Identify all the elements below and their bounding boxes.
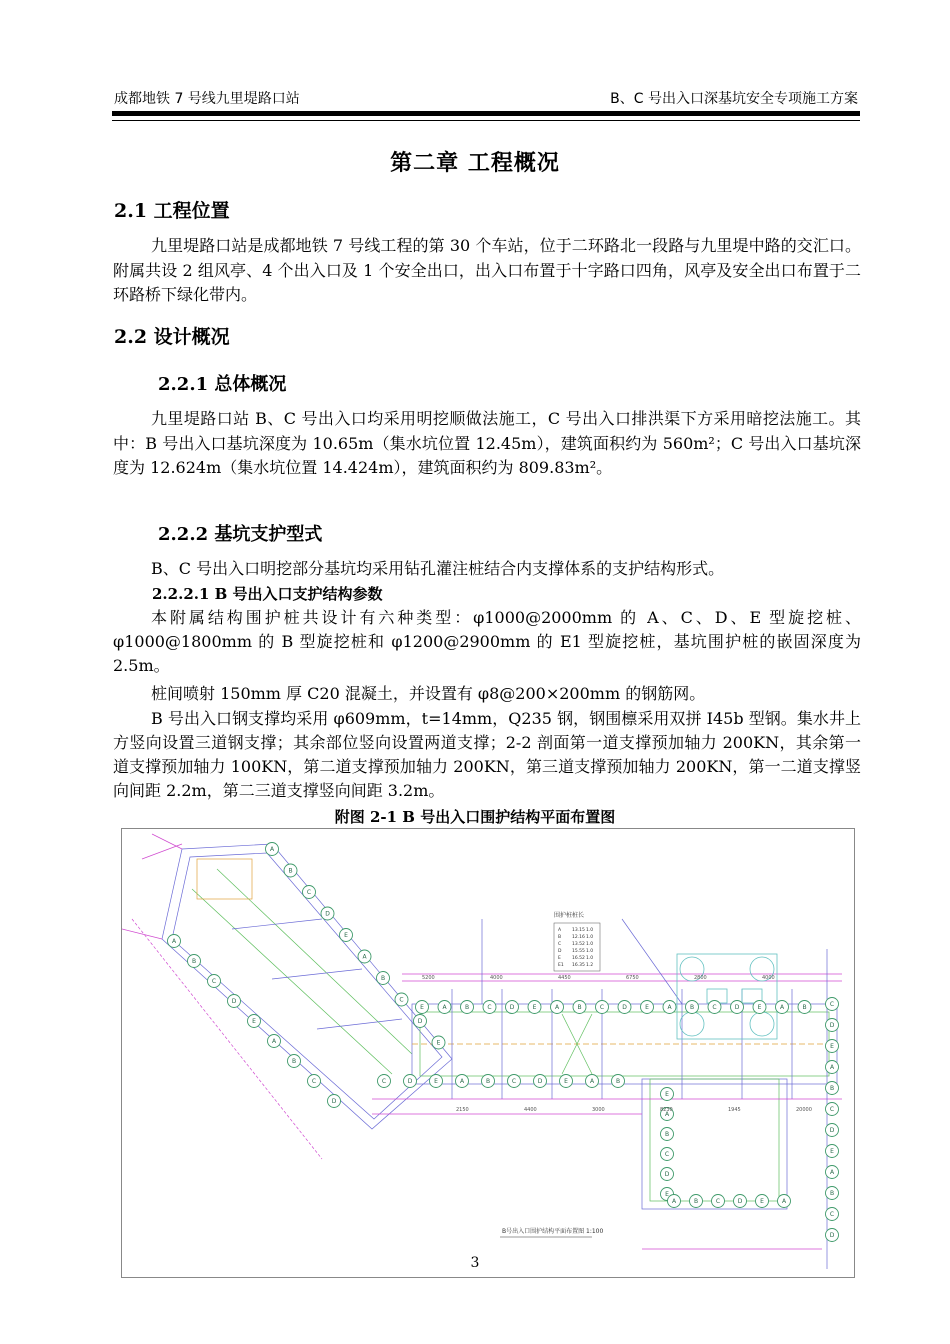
dimension-label: 4400 [524,1107,537,1113]
section-2-2-title: 2.2 设计概况 [114,326,230,348]
pile-label: E [344,932,348,940]
pile-table-cell: 16.52 [572,956,585,961]
pile-label: E [757,1004,762,1012]
pile-label: D [829,1232,835,1240]
pile-table-cell: 1.0 [586,935,594,940]
pile-label: B [288,867,293,875]
pile-label: C [599,1004,605,1012]
pile-label: B [464,1004,470,1012]
pile-label: D [417,1018,423,1026]
pile-label: D [509,1004,515,1012]
section-2-2-2-title: 2.2.2 基坑支护型式 [158,524,323,545]
section-2-2-2-paragraph: B、C 号出入口明挖部分基坑均采用钻孔灌注桩结合内支撑体系的支护结构形式。 [151,559,725,578]
dimension-label: 3000 [592,1107,605,1113]
pile-label: A [664,1111,670,1119]
page-number: 3 [470,1255,480,1271]
pile-label: B [829,1085,835,1093]
pile-label: C [829,1211,835,1219]
pile-label: D [331,1098,337,1106]
pile-label: E [645,1004,649,1012]
pile-label: A [459,1078,465,1086]
pile-table-cell: 13.52 [572,942,585,947]
pile-table-title: 围护桩桩长 [554,912,585,919]
pile-label: B [615,1078,621,1086]
pile-table-cell: 16.35 [572,963,585,968]
pile-label: B [485,1078,491,1086]
pile-label: B [291,1058,297,1066]
dimension-label: 20000 [796,1107,812,1113]
section-2-1-title: 2.1 工程位置 [114,200,230,222]
pile-table-cell: A [558,928,562,933]
pile-label: A [829,1169,835,1177]
pile-label: E [564,1078,568,1086]
pile-label: D [231,998,237,1006]
section-2-2-1-title: 2.2.1 总体概况 [158,374,287,395]
figure-caption: 附图 2-1 B 号出入口围护结构平面布置图 [334,808,616,826]
pile-label: C [381,1078,387,1086]
cad-drawing [121,828,855,1278]
pile-label: C [306,889,312,897]
pile-label: D [829,1022,835,1030]
pile-label: D [737,1198,743,1206]
pile-label: A [829,1064,835,1072]
section-2-2-2-1-para1: 本附属结构围护桩共设计有六种类型：φ1000@2000mm 的 A、C、D、E 型旋挖桩、φ1000@1800mm 的 B 型旋挖桩和 φ1200@2900mm 的 E1 型旋挖桩，基坑围护桩的嵌固深度为 2.5m。 [113,608,861,675]
pile-table-cell: 1.0 [586,949,594,954]
pile-label: C [664,1151,670,1159]
pile-label: B [802,1004,807,1012]
pile-label: A [362,953,367,961]
pile-label: B [577,1004,582,1012]
header-rule-thin [112,120,860,121]
pile-label: E [532,1004,537,1012]
header-rule-thick [112,111,860,116]
pile-table-cell: 1.0 [586,956,594,961]
cad-drawing-svg [122,829,854,1277]
pile-label: D [829,1127,835,1135]
chapter-title: 第二章 工程概况 [390,150,560,176]
pile-table-cell: B [558,935,562,940]
pile-label: A [442,1004,447,1012]
pile-label: B [380,975,386,983]
pile-label: E [830,1043,834,1051]
pile-label: C [715,1198,721,1206]
drawing-title: B号出入口围护结构平面布置图 1:100 [502,1228,604,1235]
pile-label: C [829,1001,835,1009]
pile-label: D [407,1078,413,1086]
pile-group [168,843,839,1242]
pile-label: A [589,1078,595,1086]
pile-label: E [434,1078,438,1086]
pile-label: E [436,1039,441,1047]
pile-label: E [830,1148,834,1156]
dimension-label: 6750 [626,975,639,981]
vent-shafts [677,954,777,1039]
pile-table-cell: C [558,942,562,947]
pile-table-cell: 1.2 [586,963,594,968]
pile-table-cell: 1.0 [586,942,594,947]
main-corridor [372,919,842,1269]
pile-label: C [511,1078,517,1086]
pile-label: B [191,958,197,966]
pile-label: E [665,1091,669,1099]
pile-label: D [325,910,330,918]
pile-table-cell: 15.55 [572,949,585,954]
header-left: 成都地铁 7 号线九里堤路口站 [114,91,300,107]
pile-table [554,911,600,971]
section-2-2-2-1-para3: B 号出入口钢支撑均采用 φ609mm，t=14mm，Q235 钢，钢围檩采用双拼 I45b 型钢。集水井上方竖向设置三道钢支撑；其余部位竖向设置两道支撑；2-2 剖面第一道支撑预加轴力 200KN，其余第一道支撑预加轴力 100KN，第二道支撑预加轴力 200KN，第三道支撑预加轴力 200KN，第一二道支撑竖向间距 2.2m，第二三道支撑竖向间距 3.2m。 [113,709,861,800]
pile-label: C [712,1004,717,1012]
pile-label: C [399,996,404,1004]
section-2-2-1-paragraph: 九里堤路口站 B、C 号出入口均采用明挖顺做法施工，C 号出入口排洪渠下方采用暗挖法施工。其中：B 号出入口基坑深度为 10.65m（集水坑位置 12.45m），建筑面积约为 560m²；C 号出入口基坑深度为 12.624m（集水坑位置 14.424m），建筑面积约为 809.83m²。 [113,409,861,477]
pile-label: C [829,1106,835,1114]
pile-label: E [760,1198,764,1206]
pile-table-cell: 13.15 [572,928,585,933]
pile-label: B [689,1004,695,1012]
dimension-label: 1945 [728,1107,741,1113]
dimension-label: 4450 [558,975,571,981]
pile-table-cell: 1.0 [586,928,594,933]
section-2-2-2-1-title: 2.2.2.1 B 号出入口支护结构参数 [152,585,383,603]
pile-table-cell: E1 [558,963,564,968]
pile-label: E [252,1018,256,1026]
pile-label: D [537,1078,543,1086]
dimension-label: 4000 [762,975,775,981]
pile-label: A [554,1004,560,1012]
pile-label: E [665,1191,669,1199]
dimension-label: 2150 [456,1107,469,1113]
section-2-1-paragraph: 九里堤路口站是成都地铁 7 号线工程的第 30 个车站，位于二环路北一段路与九里堤中路的交汇口。附属共设 2 组风亭、4 个出入口及 1 个安全出口，出入口布置于十字路口四角，风亭及安全出口布置于二环路桥下绿化带内。 [113,236,861,304]
pile-label: E [420,1004,424,1012]
pile-label: A [667,1004,672,1012]
pile-label: D [734,1004,740,1012]
dimension-label: 4000 [490,975,503,981]
pile-label: A [269,846,275,854]
pile-label: A [671,1198,677,1206]
pile-table-cell: E [558,956,561,961]
dimension-label: 8230 [660,1107,673,1113]
pile-label: D [664,1171,670,1179]
pile-label: C [311,1078,317,1086]
header-right: B、C 号出入口深基坑安全专项施工方案 [610,91,858,107]
pile-label: D [622,1004,627,1012]
pile-label: B [664,1131,670,1139]
pile-label: C [211,978,217,986]
pile-label: B [693,1198,699,1206]
section-2-2-2-1-para2: 桩间喷射 150mm 厚 C20 混凝土，并设置有 φ8@200×200mm 的钢筋网。 [151,684,706,703]
pile-label: B [829,1190,835,1198]
pile-label: A [271,1038,277,1046]
pile-label: A [781,1198,787,1206]
pile-label: A [171,938,177,946]
pile-table-cell: D [558,949,562,954]
pile-label: C [487,1004,492,1012]
pile-table-cell: 12.16 [572,935,585,940]
dimension-label: 2800 [694,975,707,981]
pile-label: A [779,1004,785,1012]
dimension-label: 5200 [422,975,435,981]
